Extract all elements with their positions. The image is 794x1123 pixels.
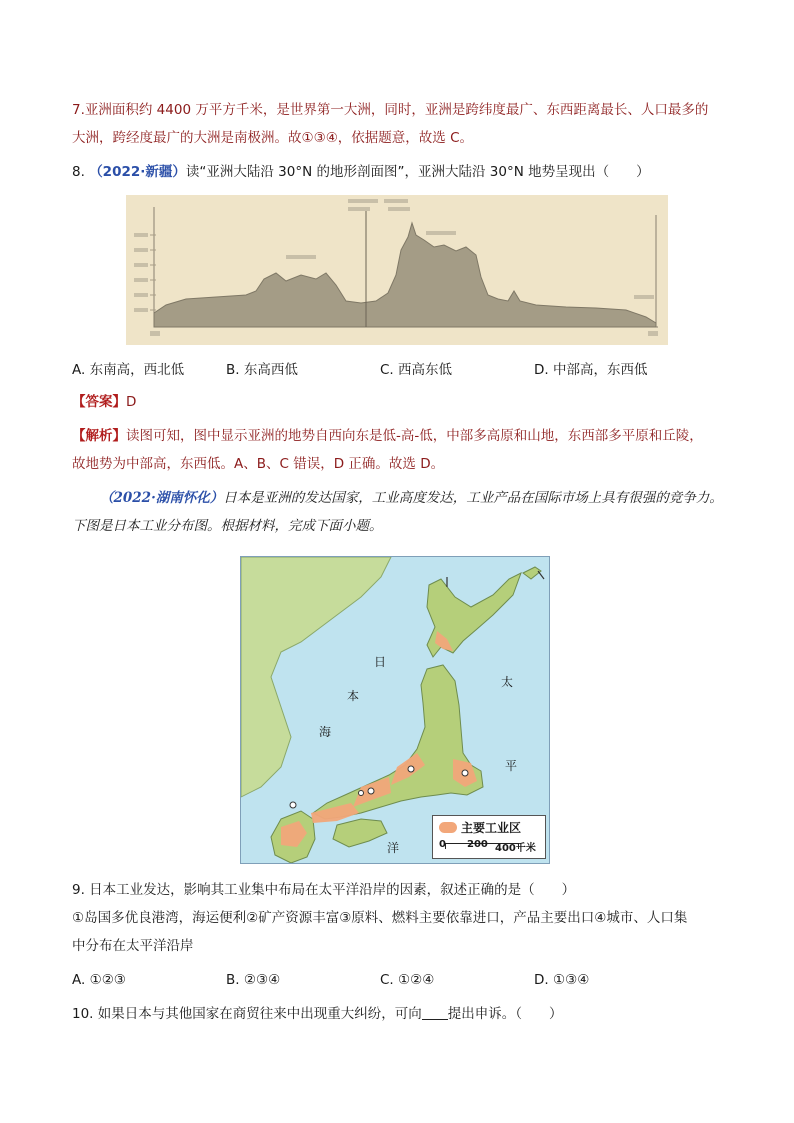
option-text: 西高东低 (398, 362, 453, 378)
ocean-label-2: 平 (505, 759, 518, 773)
option-text: ①②④ (398, 972, 435, 988)
intro-line2: 下图是日本工业分布图。根据材料，完成下面小题。 (72, 518, 383, 534)
q8-number: 8. (72, 164, 85, 180)
option-label: A. (72, 362, 86, 378)
option-text: 东南高，西北低 (89, 362, 185, 378)
sea-label-3: 海 (319, 725, 332, 739)
q8-analysis-line1 (72, 426, 703, 446)
option-text: ①③④ (552, 972, 590, 988)
q9-statements-line1: ①岛国多优良港湾，海运便利②矿产资源丰富③原料、燃料主要依靠进口，产品主要出口④城市、人口集 (72, 910, 688, 926)
analysis-tag: 【解析】 (72, 428, 126, 444)
ocean-label-3: 洋 (387, 841, 400, 855)
scale-tick-0: 0 (439, 839, 446, 850)
q9-option-b[interactable] (226, 970, 280, 990)
q9-option-c[interactable] (380, 970, 434, 990)
option-label: A. (72, 972, 86, 988)
answer-value: D (126, 394, 137, 410)
option-label: D. (534, 362, 549, 378)
q8-answer (72, 392, 136, 412)
q9-statements-line2: 中分布在太平洋沿岸 (72, 938, 194, 954)
q8-source: （2022·新疆） (89, 164, 186, 180)
q8-stem (72, 162, 650, 182)
answer-blank[interactable] (422, 1005, 448, 1020)
q8-option-a[interactable] (72, 360, 184, 380)
q10-stem-after: 提出申诉。（ ） (447, 1006, 563, 1022)
option-text: 中部高，东西低 (552, 362, 648, 378)
sea-label-1: 日 (374, 655, 387, 669)
scale-tick-400: 400千米 (495, 843, 536, 854)
terrain-profile-image (126, 195, 668, 345)
option-text: ①②③ (89, 972, 126, 988)
map-legend (432, 815, 546, 859)
q7-analysis-line1: 7.亚洲面积约 4400 万平方千米，是世界第一大洲，同时，亚洲是跨纬度最广、东西距离最长、人口最多的 (72, 102, 709, 118)
option-label: C. (380, 972, 394, 988)
legend-title: 主要工业区 (461, 821, 522, 835)
option-text: 东高西低 (243, 362, 298, 378)
q8-analysis-line2: 故地势为中部高，东西低。A、B、C 错误，D 正确。故选 D。 (72, 456, 445, 472)
q8-option-d[interactable] (534, 360, 647, 380)
sea-label-2: 本 (347, 689, 360, 703)
q10-stem (72, 1004, 563, 1024)
option-label: B. (226, 972, 240, 988)
q7-analysis-line2: 大洲，跨经度最广的大洲是南极洲。故①③④，依据题意，故选 C。 (72, 130, 474, 146)
option-label: C. (380, 362, 394, 378)
q9-option-a[interactable] (72, 970, 126, 990)
q8-stem-text: 读“亚洲大陆沿 30°N 的地形剖面图”，亚洲大陆沿 30°N 地势呈现出（ ） (185, 164, 650, 180)
q9-option-d[interactable] (534, 970, 589, 990)
q8-option-c[interactable] (380, 360, 452, 380)
answer-tag: 【答案】 (72, 394, 126, 410)
option-label: D. (534, 972, 549, 988)
q10-stem-before: 10. 如果日本与其他国家在商贸往来中出现重大纠纷，可向 (72, 1006, 422, 1022)
industry-swatch (439, 822, 457, 833)
option-label: B. (226, 362, 240, 378)
ocean-label-1: 太 (501, 675, 514, 689)
scale-tick-200: 200 (467, 839, 488, 850)
intro-line1 (100, 488, 723, 508)
option-text: ②③④ (243, 972, 281, 988)
analysis-text: 读图可知，图中显示亚洲的地势自西向东是低-高-低，中部多高原和山地，东西部多平原和丘陵， (126, 428, 703, 444)
q9-stem: 9. 日本工业发达，影响其工业集中布局在太平洋沿岸的因素，叙述正确的是（ ） (72, 882, 576, 898)
intro-source: （2022·湖南怀化） (100, 490, 224, 506)
q8-option-b[interactable] (226, 360, 298, 380)
intro-text: 日本是亚洲的发达国家，工业高度发达，工业产品在国际市场上具有很强的竞争力。 (223, 490, 723, 506)
